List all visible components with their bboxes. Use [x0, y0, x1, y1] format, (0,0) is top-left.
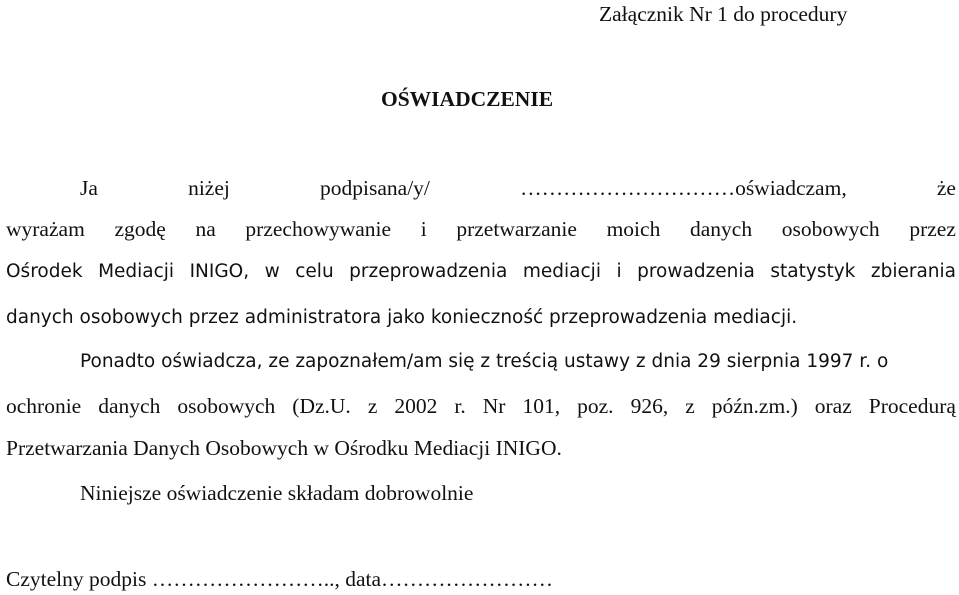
line6-word: 101,	[522, 394, 561, 418]
line6-word: Procedurą	[868, 394, 956, 418]
line2-word: przechowywanie	[245, 217, 392, 241]
line2-word: zgodę	[114, 217, 166, 241]
line3-word: Mediacji	[98, 261, 175, 282]
line1-word: podpisana/y/	[320, 176, 430, 200]
line6-word: Nr	[482, 394, 506, 418]
line6-word: danych	[98, 394, 161, 418]
line1-word: że	[936, 176, 956, 200]
line2-word: przetwarzanie	[456, 217, 577, 241]
line2-word: przez	[909, 217, 956, 241]
line2-word: moich	[606, 217, 661, 241]
line6-word: poz.	[577, 394, 614, 418]
line3-word: zbierania	[870, 261, 956, 282]
line3-word: celu	[295, 261, 334, 282]
line3-word: Ośrodek	[6, 261, 83, 282]
line6-word: ochronie	[6, 394, 82, 418]
line6-word: osobowych	[177, 394, 276, 418]
declaration-line-7: Przetwarzania Danych Osobowych w Ośrodku Mediacji INIGO.	[6, 436, 562, 460]
name-blank-field: …………………………oświadczam,	[520, 176, 847, 200]
line3-word: i	[616, 261, 622, 282]
line2-word: na	[195, 217, 216, 241]
line3-word: statystyk	[770, 261, 856, 282]
declaration-line-1	[80, 175, 956, 201]
line3-word: mediacji	[522, 261, 601, 282]
signature-line: Czytelny podpis …………………….., data……………………	[6, 567, 554, 591]
line3-word: przeprowadzenia	[349, 261, 508, 282]
line1-word: niżej	[188, 176, 230, 200]
line6-word: 926,	[630, 394, 669, 418]
line1-word: Ja	[80, 176, 98, 200]
line3-word: INIGO,	[189, 261, 250, 282]
line6-word: (Dz.U.	[292, 394, 351, 418]
line6-word: 2002	[394, 394, 438, 418]
line6-word: późn.zm.)	[711, 394, 798, 418]
declaration-line-4: danych osobowych przez administratora jako konieczność przeprowadzenia mediacji.	[6, 307, 798, 328]
line6-word: z	[367, 394, 378, 418]
attachment-label: Załącznik Nr 1 do procedury	[599, 2, 848, 26]
declaration-line-5: Ponadto oświadcza, ze zapoznałem/am się z treścią ustawy z dnia 29 sierpnia 1997 r. o	[80, 351, 889, 372]
declaration-line-6	[6, 393, 956, 419]
line2-word: i	[420, 217, 427, 241]
line2-word: danych	[689, 217, 753, 241]
line3-word: w	[264, 261, 280, 282]
voluntary-statement: Niniejsze oświadczenie składam dobrowolnie	[80, 481, 474, 505]
line6-word: oraz	[814, 394, 852, 418]
line2-word: osobowych	[781, 217, 880, 241]
line2-word: wyrażam	[6, 217, 85, 241]
declaration-line-3	[6, 259, 956, 285]
line6-word: z	[685, 394, 695, 418]
document-title: OŚWIADCZENIE	[381, 87, 554, 111]
declaration-line-2	[6, 216, 956, 242]
line3-word: prowadzenia	[637, 261, 755, 282]
line6-word: r.	[454, 394, 466, 418]
